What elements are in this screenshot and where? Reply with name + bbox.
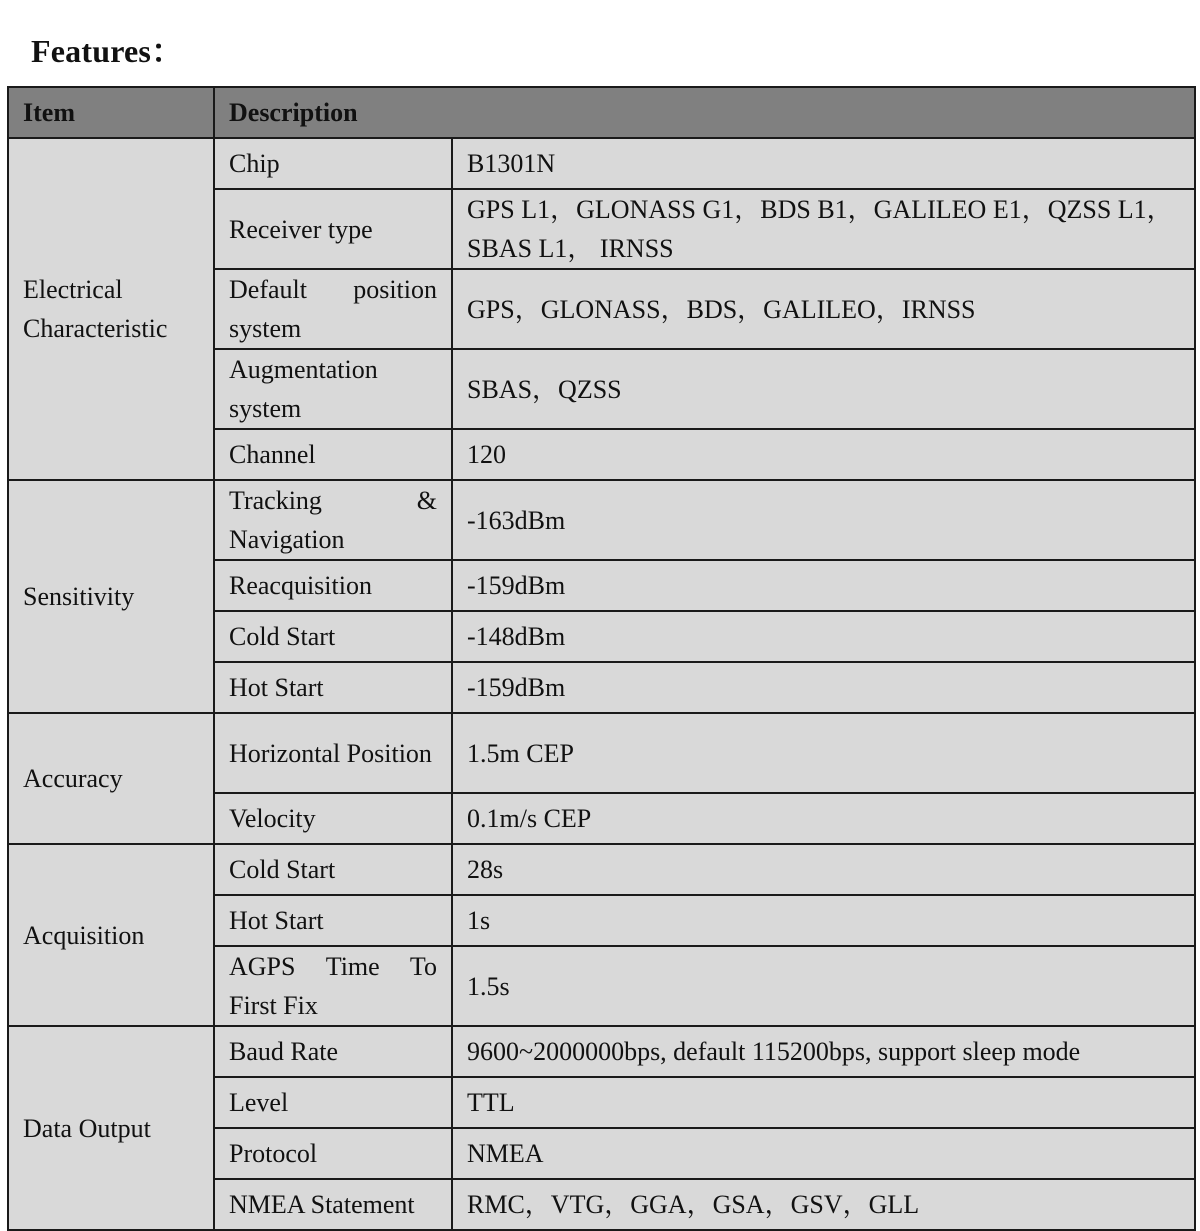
row-label: Hot Start — [214, 895, 452, 946]
group-electrical-characteristic: Electrical Characteristic — [8, 138, 214, 480]
row-label: Channel — [214, 429, 452, 480]
row-value: 1.5s — [452, 946, 1195, 1026]
row-label: Tracking & Navigation — [214, 480, 452, 560]
page-title: Features： — [31, 33, 184, 69]
row-value: B1301N — [452, 138, 1195, 189]
row-label: AGPS Time To First Fix — [214, 946, 452, 1026]
row-value: 1s — [452, 895, 1195, 946]
table-row — [8, 480, 1195, 560]
row-value: 0.1m/s CEP — [452, 793, 1195, 844]
row-label: Level — [214, 1077, 452, 1128]
row-label: Chip — [214, 138, 452, 189]
row-label: Horizontal Position — [214, 713, 452, 793]
row-value: 9600~2000000bps, default 115200bps, support sleep mode — [452, 1026, 1195, 1077]
table-row — [8, 713, 1195, 793]
header-description: Description — [214, 87, 1195, 138]
row-value: -148dBm — [452, 611, 1195, 662]
group-data-output: Data Output — [8, 1026, 214, 1230]
features-table — [7, 86, 1196, 1231]
row-label: Receiver type — [214, 189, 452, 269]
row-value: -159dBm — [452, 560, 1195, 611]
row-value: RMC，VTG，GGA，GSA，GSV，GLL — [452, 1179, 1195, 1230]
group-accuracy: Accuracy — [8, 713, 214, 844]
row-label: NMEA Statement — [214, 1179, 452, 1230]
header-item: Item — [8, 87, 214, 138]
row-value: 120 — [452, 429, 1195, 480]
row-label: Reacquisition — [214, 560, 452, 611]
row-label: Cold Start — [214, 611, 452, 662]
row-label: Hot Start — [214, 662, 452, 713]
group-sensitivity: Sensitivity — [8, 480, 214, 713]
row-value: 28s — [452, 844, 1195, 895]
row-value: 1.5m CEP — [452, 713, 1195, 793]
row-label: Augmentation system — [214, 349, 452, 429]
row-label: Baud Rate — [214, 1026, 452, 1077]
table-row — [8, 844, 1195, 895]
row-label: Velocity — [214, 793, 452, 844]
row-value: GPS，GLONASS，BDS，GALILEO，IRNSS — [452, 269, 1195, 349]
row-value: SBAS，QZSS — [452, 349, 1195, 429]
row-value: NMEA — [452, 1128, 1195, 1179]
row-label: Cold Start — [214, 844, 452, 895]
row-value: -163dBm — [452, 480, 1195, 560]
row-value: GPS L1，GLONASS G1，BDS B1，GALILEO E1，QZSS L1，SBAS L1， IRNSS — [452, 189, 1195, 269]
group-acquisition: Acquisition — [8, 844, 214, 1026]
table-header-row — [8, 87, 1195, 138]
row-value: TTL — [452, 1077, 1195, 1128]
table-row — [8, 1026, 1195, 1077]
table-row — [8, 138, 1195, 189]
row-label: Default position system — [214, 269, 452, 349]
row-label: Protocol — [214, 1128, 452, 1179]
row-value: -159dBm — [452, 662, 1195, 713]
